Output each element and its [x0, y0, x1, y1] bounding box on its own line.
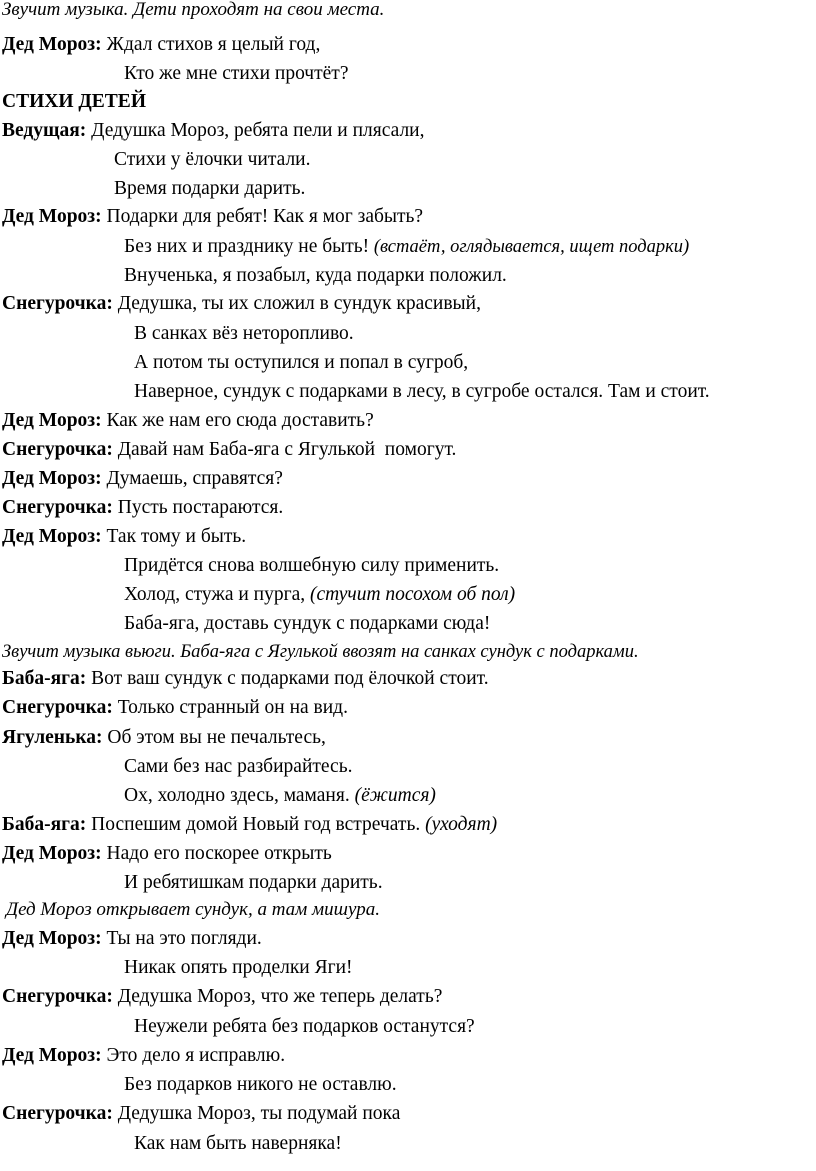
direction-text: Дед Мороз открывает сундук, а там мишура.: [6, 899, 380, 920]
stage-remark: (ёжится): [349, 785, 436, 806]
continuation-line: [124, 870, 383, 896]
direction-text: Звучит музыка вьюги. Баба-яга с Ягулькой ввозят на санках сундук с подарками.: [2, 642, 639, 662]
line-text: Наверное, сундук с подарками в лесу, в сугробе остался. Там и стоит.: [134, 381, 710, 402]
line-text: Баба-яга, доставь сундук с подарками сюда!: [124, 613, 491, 634]
continuation-line: [124, 1072, 397, 1098]
dialogue-line: [2, 1101, 400, 1127]
line-text: Вот ваш сундук с подарками под ёлочкой стоит.: [86, 668, 489, 689]
dialogue-line: [2, 725, 326, 751]
line-text: Без них и празднику не быть!: [124, 236, 370, 257]
line-text: Ждал стихов я целый год,: [101, 34, 321, 55]
line-text: Придётся снова волшебную силу применить.: [124, 555, 500, 576]
line-text: В санках вёз неторопливо.: [134, 323, 354, 344]
line-text: Без подарков никого не оставлю.: [124, 1074, 397, 1095]
line-text: Холод, стужа и пурга,: [124, 584, 306, 605]
continuation-line: [114, 176, 305, 202]
speaker-name: Снегурочка:: [2, 986, 113, 1007]
speaker-name: Снегурочка:: [2, 697, 113, 718]
dialogue-line: [2, 695, 348, 721]
dialogue-line: [2, 495, 283, 521]
line-text: Стихи у ёлочки читали.: [114, 149, 311, 170]
stage-direction: [2, 639, 639, 665]
dialogue-line: [2, 812, 497, 838]
line-text: Ты на это погляди.: [101, 928, 262, 949]
speaker-name: Дед Мороз:: [2, 928, 102, 949]
line-text: Неужели ребята без подарков останутся?: [134, 1016, 475, 1037]
line-text: Только странный он на вид.: [112, 697, 348, 718]
stage-direction: [2, 0, 384, 23]
dialogue-line: [2, 118, 424, 144]
speaker-name: Дед Мороз:: [2, 410, 102, 431]
line-text: Сами без нас разбирайтесь.: [124, 756, 353, 777]
speaker-name: Снегурочка:: [2, 1103, 113, 1124]
dialogue-line: [2, 408, 374, 434]
continuation-line: [134, 1131, 342, 1157]
continuation-line: [124, 783, 436, 809]
heading-text: СТИХИ ДЕТЕЙ: [2, 91, 146, 112]
speaker-name: Ведущая:: [2, 120, 87, 141]
continuation-line: [124, 955, 353, 981]
direction-text: Звучит музыка. Дети проходят на свои места.: [2, 0, 385, 20]
continuation-line: [124, 263, 507, 289]
dialogue-line: [2, 926, 262, 952]
continuation-line: [124, 553, 499, 579]
dialogue-line: [2, 437, 456, 463]
line-text: Время подарки дарить.: [114, 178, 306, 199]
stage-remark: (стучит посохом об пол): [305, 584, 516, 605]
line-text: Кто же мне стихи прочтёт?: [124, 63, 349, 84]
line-text: Дедушка Мороз, что же теперь делать?: [112, 986, 443, 1007]
speaker-name: Баба-яга:: [2, 668, 87, 689]
line-text: Дедушка Мороз, ребята пели и плясали,: [86, 120, 425, 141]
line-text: Поспешим домой Новый год встречать.: [86, 814, 421, 835]
line-text: И ребятишкам подарки дарить.: [124, 872, 383, 893]
continuation-line: [124, 582, 515, 608]
speaker-name: Дед Мороз:: [2, 468, 102, 489]
speaker-name: Снегурочка:: [2, 497, 113, 518]
speaker-name: Баба-яга:: [2, 814, 87, 835]
speaker-name: Дед Мороз:: [2, 34, 102, 55]
stage-remark: (уходят): [420, 814, 498, 835]
speaker-name: Дед Мороз:: [2, 843, 102, 864]
continuation-line: [124, 611, 490, 637]
dialogue-line: [2, 984, 442, 1010]
dialogue-line: [2, 666, 489, 692]
line-text: Дедушка Мороз, ты подумай пока: [112, 1103, 401, 1124]
line-text: А потом ты оступился и попал в сугроб,: [134, 352, 469, 373]
speaker-name: Дед Мороз:: [2, 1045, 102, 1066]
stage-direction: [6, 897, 380, 923]
speaker-name: Ягуленька:: [2, 727, 103, 748]
dialogue-line: [2, 204, 423, 230]
continuation-line: [124, 234, 689, 260]
continuation-line: [124, 754, 352, 780]
stage-remark: (встаёт, оглядывается, ищет подарки): [369, 237, 690, 257]
line-text: Внученька, я позабыл, куда подарки положил.: [124, 265, 507, 286]
line-text: Никак опять проделки Яги!: [124, 957, 353, 978]
section-heading: [2, 89, 146, 115]
speaker-name: Дед Мороз:: [2, 206, 102, 227]
continuation-line: [114, 147, 311, 173]
dialogue-line: [2, 32, 320, 58]
continuation-line: [134, 350, 468, 376]
line-text: Как нам быть наверняка!: [134, 1133, 342, 1154]
line-text: Давай нам Баба-яга с Ягулькой помогут.: [112, 439, 457, 460]
line-text: Подарки для ребят! Как я мог забыть?: [101, 206, 424, 227]
speaker-name: Снегурочка:: [2, 293, 113, 314]
line-text: Дедушка, ты их сложил в сундук красивый,: [112, 293, 481, 314]
speaker-name: Снегурочка:: [2, 439, 113, 460]
speaker-name: Дед Мороз:: [2, 526, 102, 547]
line-text: Ох, холодно здесь, маманя.: [124, 785, 350, 806]
line-text: Это дело я исправлю.: [101, 1045, 286, 1066]
dialogue-line: [2, 524, 246, 550]
line-text: Об этом вы не печальтесь,: [102, 727, 326, 748]
continuation-line: [134, 379, 710, 405]
line-text: Так тому и быть.: [101, 526, 247, 547]
continuation-line: [134, 1014, 475, 1040]
line-text: Надо его поскорее открыть: [101, 843, 332, 864]
continuation-line: [134, 321, 354, 347]
line-text: Пусть постараются.: [112, 497, 284, 518]
line-text: Думаешь, справятся?: [101, 468, 283, 489]
dialogue-line: [2, 466, 283, 492]
continuation-line: [124, 61, 348, 87]
line-text: Как же нам его сюда доставить?: [101, 410, 374, 431]
dialogue-line: [2, 291, 481, 317]
dialogue-line: [2, 841, 332, 867]
dialogue-line: [2, 1043, 285, 1069]
